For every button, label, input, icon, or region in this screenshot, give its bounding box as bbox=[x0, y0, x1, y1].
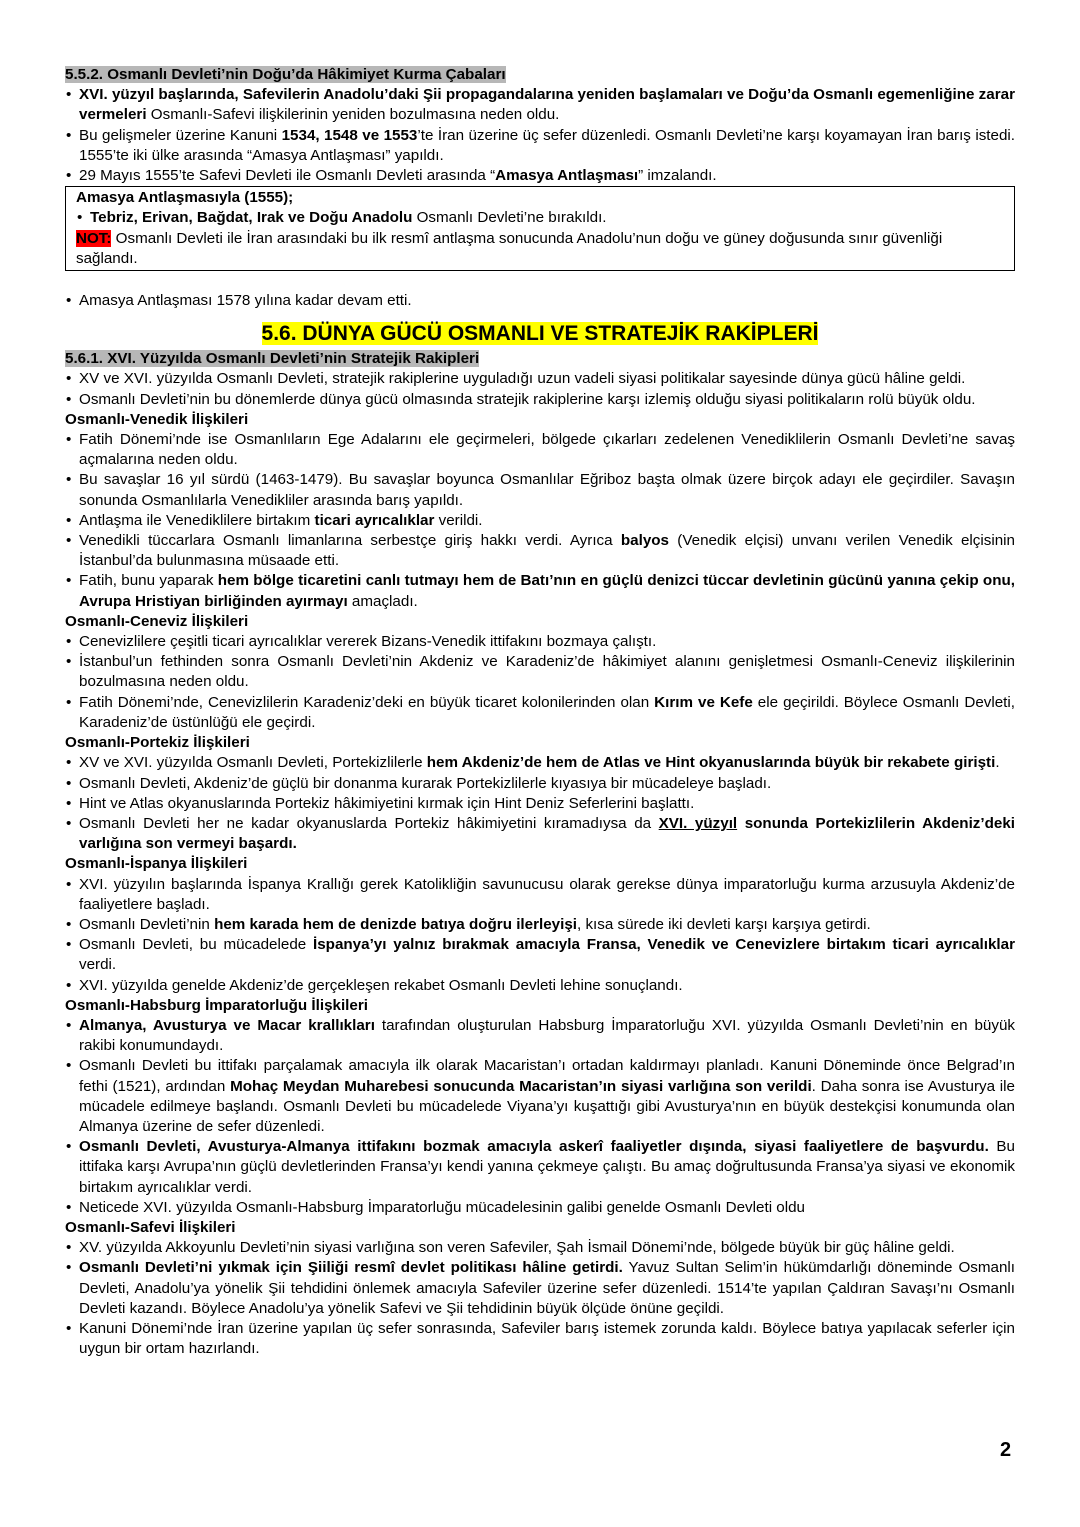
list-item: • Fatih Dönemi’nde ise Osmanlıların Ege Adalarını ele geçirmeleri, bölgede çıkarları zedelenen Venediklilerin Osmanlı Devleti’ne savaş açmalarına neden oldu. bbox=[65, 430, 1015, 470]
portekiz-list bbox=[65, 753, 1015, 854]
list-item: • Venedikli tüccarlara Osmanlı limanlarına serbestçe giriş hakkı verdi. Ayrıca balyos (Venedik elçisi) unvanı verilen Venedik elçisinin İstanbul’da bulunmasına müsaade etti. bbox=[65, 531, 1015, 571]
page-content bbox=[65, 65, 1015, 1359]
list-item: • Bu gelişmeler üzerine Kanuni 1534, 1548 ve 1553’te İran üzerine üç sefer düzenledi. Osmanlı Devleti’ne karşı koyamayan İran barış istedi. 1555’te iki ülke arasında “Amasya Antlaşması” yapıldı. bbox=[65, 126, 1015, 166]
ceneviz-list bbox=[65, 632, 1015, 733]
list-item: • Osmanlı Devleti, Akdeniz’de güçlü bir donanma kurarak Portekizlilerle kıyasıya bir mücadeleye başladı. bbox=[65, 774, 1015, 794]
portekiz-heading: Osmanlı-Portekiz İlişkileri bbox=[65, 734, 250, 752]
list-item: • Osmanlı Devleti’nin bu dönemlerde dünya gücü olmasında stratejik rakiplerine karşı izlemiş olduğu siyasi politikaların rolü büyük oldu. bbox=[65, 390, 1015, 410]
list-item: • Hint ve Atlas okyanuslarında Portekiz hâkimiyetini kırmak için Hint Deniz Seferlerini başlattı. bbox=[65, 794, 1015, 814]
section-title-56: 5.6. DÜNYA GÜCÜ OSMANLI VE STRATEJİK RAKİPLERİ bbox=[261, 322, 819, 346]
list-item: • Osmanlı Devleti, Avusturya-Almanya ittifakını bozmak amacıyla askerî faaliyetler dışında, siyasi faaliyetlere de başvurdu. Bu ittifaka karşı Avrupa’nın güçlü devletlerinden Fransa’yı kendi yanına çekmeye çalıştı. Bu amaç doğrultusunda Fransa’ya siyasi ve ekonomik birtakım ayrıcalıklar verdi. bbox=[65, 1137, 1015, 1198]
sub-heading-561: 5.6.1. XVI. Yüzyılda Osmanlı Devleti’nin Stratejik Rakipleri bbox=[65, 350, 480, 368]
habsburg-heading: Osmanlı-Habsburg İmparatorluğu İlişkileri bbox=[65, 996, 368, 1014]
list-item: • XV ve XVI. yüzyılda Osmanlı Devleti, Portekizlilerle hem Akdeniz’de hem de Atlas ve Hint okyanuslarında büyük bir rekabete girişti. bbox=[65, 753, 1015, 773]
box-list bbox=[76, 208, 1004, 228]
list-item: • Neticede XVI. yüzyılda Osmanlı-Habsburg İmparatorluğu mücadelesinin galibi genelde Osmanlı Devleti oldu bbox=[65, 1198, 1015, 1218]
list-item: • Cenevizlilere çeşitli ticari ayrıcalıklar vererek Bizans-Venedik ittifakını bozmaya çalıştı. bbox=[65, 632, 1015, 652]
venedik-list bbox=[65, 430, 1015, 612]
venedik-heading: Osmanlı-Venedik İlişkileri bbox=[65, 410, 249, 428]
ceneviz-heading: Osmanlı-Ceneviz İlişkileri bbox=[65, 612, 249, 630]
list-item: • Almanya, Avusturya ve Macar krallıkları tarafından oluşturulan Habsburg İmparatorluğu XVI. yüzyılda Osmanlı Devleti’nin en büyük rakibi konumundaydı. bbox=[65, 1016, 1015, 1056]
list-item: • 29 Mayıs 1555’te Safevi Devleti ile Osmanlı Devleti arasında “Amasya Antlaşması” imzalandı. bbox=[65, 166, 1015, 186]
list-item: • Fatih Dönemi’nde, Cenevizlilerin Karadeniz’deki en büyük ticaret kolonilerinden olan Kırım ve Kefe ele geçirildi. Böylece Osmanlı Devleti, Karadeniz’de üstünlüğü ele geçirdi. bbox=[65, 693, 1015, 733]
spacer bbox=[65, 271, 1015, 291]
list-item: • Fatih, bunu yaparak hem bölge ticaretini canlı tutmayı hem de Batı’nın en güçlü denizci tüccar devletinin gücünü yanına çekip onu, Avrupa Hristiyan birliğinden ayırmayı amaçladı. bbox=[65, 571, 1015, 611]
list-item: • XVI. yüzyılın başlarında İspanya Krallığı gerek Katolikliğin savunucusu olarak gerekse dünya imparatorluğu kurma arzusuyla Akdeniz’de faaliyetlere başladı. bbox=[65, 875, 1015, 915]
list-item: • Osmanlı Devleti, bu mücadelede İspanya’yı yalnız bırakmak amacıyla Fransa, Venedik ve Cenevizlere birtakım ticari ayrıcalıklar verdi. bbox=[65, 935, 1015, 975]
amasya-treaty-box bbox=[65, 186, 1015, 271]
list-item: • XV ve XVI. yüzyılda Osmanlı Devleti, stratejik rakiplerine uyguladığı uzun vadeli siyasi politikalar sayesinde dünya gücü hâline geldi. bbox=[65, 369, 1015, 389]
box-title: Amasya Antlaşmasıyla (1555); bbox=[76, 189, 294, 207]
list-item: • İstanbul’un fethinden sonra Osmanlı Devleti’nin Akdeniz ve Karadeniz’de hâkimiyet alanını genişletmesi Osmanlı-Ceneviz ilişkilerinin bozulmasına neden oldu. bbox=[65, 652, 1015, 692]
habsburg-list bbox=[65, 1016, 1015, 1218]
note-label: NOT: bbox=[76, 229, 112, 247]
page-number: 2 bbox=[1000, 1439, 1012, 1461]
section-552-list bbox=[65, 85, 1015, 186]
list-item: • Amasya Antlaşması 1578 yılına kadar devam etti. bbox=[65, 291, 1015, 311]
safevi-heading: Osmanlı-Safevi İlişkileri bbox=[65, 1218, 236, 1236]
after-box-list bbox=[65, 291, 1015, 311]
list-item: • Osmanlı Devleti her ne kadar okyanuslarda Portekiz hâkimiyetini kıramadıysa da XVI. yüzyıl sonunda Portekizlilerin Akdeniz’deki varlığına son vermeyi başardı. bbox=[65, 814, 1015, 854]
safevi-list bbox=[65, 1238, 1015, 1359]
intro-list bbox=[65, 369, 1015, 409]
box-note: NOT: Osmanlı Devleti ile İran arasındaki bu ilk resmî antlaşma sonucunda Anadolu’nun doğu ve güney doğusunda sınır güvenliği sağlandı. bbox=[76, 229, 943, 267]
section-heading-552: 5.5.2. Osmanlı Devleti’nin Doğu’da Hâkimiyet Kurma Çabaları bbox=[65, 66, 506, 83]
list-item: • Osmanlı Devleti’nin hem karada hem de denizde batıya doğru ilerleyişi, kısa sürede iki devleti karşı karşıya getirdi. bbox=[65, 915, 1015, 935]
list-item: • Bu savaşlar 16 yıl sürdü (1463-1479). Bu savaşlar boyunca Osmanlılar Eğriboz başta olmak üzere birçok adayı ele geçirdiler. Savaşın sonunda Osmanlılarla Venedikliler arasında barış yapıldı. bbox=[65, 470, 1015, 510]
list-item: • XV. yüzyılda Akkoyunlu Devleti’nin siyasi varlığına son veren Safeviler, Şah İsmail Dönemi’nde, bölgede büyük bir güç hâline geldi. bbox=[65, 1238, 1015, 1258]
list-item: • Kanuni Dönemi’nde İran üzerine yapılan üç sefer sonrasında, Safeviler barış istemek zorunda kaldı. Böylece batıya yapılacak seferler için uygun bir ortam hazırlandı. bbox=[65, 1319, 1015, 1359]
ispanya-list bbox=[65, 875, 1015, 996]
list-item: • XVI. yüzyılda genelde Akdeniz’de gerçekleşen rekabet Osmanlı Devleti lehine sonuçlandı. bbox=[65, 976, 1015, 996]
list-item: • Tebriz, Erivan, Bağdat, Irak ve Doğu Anadolu Osmanlı Devleti’ne bırakıldı. bbox=[76, 208, 1004, 228]
ispanya-heading: Osmanlı-İspanya İlişkileri bbox=[65, 855, 248, 873]
list-item: • Osmanlı Devleti bu ittifakı parçalamak amacıyla ilk olarak Macaristan’ı ortadan kaldırmayı planladı. Kanuni Döneminde önce Belgrad’ın fethi (1521), ardından Mohaç Meydan Muharebesi sonucunda Macaristan’ın siyasi varlığına son verildi. Daha sonra ise Avusturya ile mücadele edilmeye başlandı. Osmanlı Devleti bu mücadelede Viyana’yı kuşattığı gibi Avusturya’nın en büyük destekçisi konumunda olan Almanya üzerine de sefer düzenledi. bbox=[65, 1056, 1015, 1137]
list-item: • Antlaşma ile Venediklilere birtakım ticari ayrıcalıklar verildi. bbox=[65, 511, 1015, 531]
list-item: • XVI. yüzyıl başlarında, Safevilerin Anadolu’daki Şii propagandalarına yeniden başlamaları ve Doğu’da Osmanlı egemenliğine zarar vermeleri Osmanlı-Safevi ilişkilerinin yeniden bozulmasına neden oldu. bbox=[65, 85, 1015, 125]
list-item: • Osmanlı Devleti’ni yıkmak için Şiiliği resmî devlet politikası hâline getirdi. Yavuz Sultan Selim’in hükümdarlığı döneminde Osmanlı Devleti, Anadolu’ya yönelik Şii tehdidini önlemek amacıyla Safeviler üzerine sefer düzenledi. 1514’te yapılan Çaldıran Savaşı’nı Osmanlı Devleti kazandı. Böylece Anadolu’ya yönelik Safevi ve Şii tehdidinin büyük ölçüde önüne geçildi. bbox=[65, 1258, 1015, 1319]
